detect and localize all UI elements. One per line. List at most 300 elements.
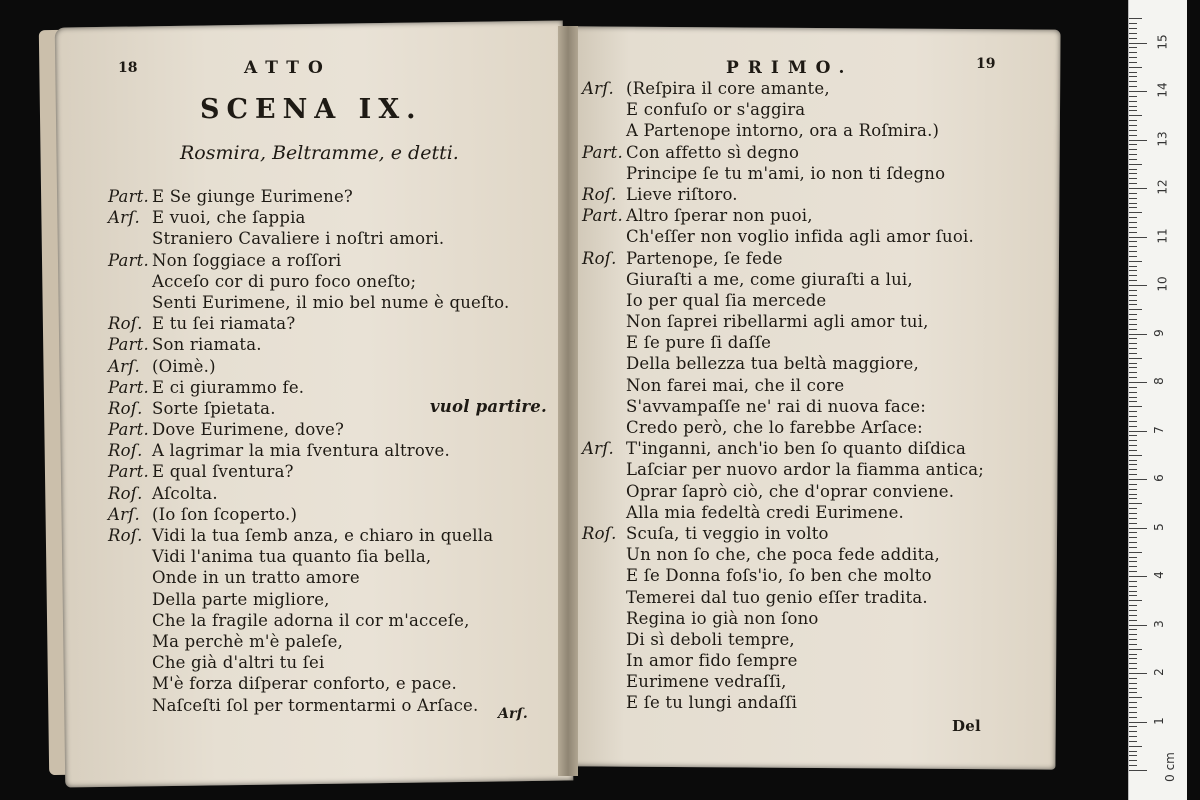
ruler-tick <box>1129 110 1137 111</box>
ruler-number: 5 <box>1151 522 1166 531</box>
ruler-tick <box>1129 169 1137 170</box>
ruler-tick <box>1129 421 1137 422</box>
ruler-number: 15 <box>1155 33 1170 50</box>
ruler-number: 1 <box>1151 716 1166 725</box>
ruler-tick <box>1129 547 1137 548</box>
speaker-label: Roſ. <box>582 184 617 204</box>
speaker-label: Part. <box>108 420 149 440</box>
ruler-tick <box>1129 57 1137 58</box>
ruler-tick <box>1129 358 1142 359</box>
ruler-tick <box>1129 431 1147 432</box>
ruler-tick <box>1129 751 1137 752</box>
ruler-tick <box>1129 658 1137 659</box>
ruler-tick <box>1129 149 1137 150</box>
line-text: Non farei mai, che il core <box>626 375 845 395</box>
ruler-tick <box>1129 484 1137 485</box>
line-text: Regina io già non ſono <box>626 608 819 628</box>
ruler-tick <box>1129 72 1137 73</box>
ruler-tick <box>1129 600 1142 601</box>
line-text: Temerei dal tuo genio eſſer tradita. <box>626 587 928 607</box>
line-text: Acceſo cor di puro foco oneſto; <box>152 271 417 291</box>
ruler-tick <box>1129 697 1142 698</box>
ruler-tick <box>1129 38 1137 39</box>
line-text: Un non ſo che, che poca fede addita, <box>626 545 940 565</box>
ruler-tick <box>1129 81 1137 82</box>
ruler-tick <box>1129 644 1137 645</box>
line-text: Giuraſti a me, come giuraſti a lui, <box>626 269 913 289</box>
verse-line <box>108 504 509 525</box>
line-text: Di sì deboli tempre, <box>626 629 795 649</box>
ruler-tick <box>1129 760 1137 761</box>
line-text: Vidi la tua ſemb anza, e chiaro in quella <box>152 526 494 545</box>
line-text: In amor fido ſempre <box>626 651 798 671</box>
ruler-tick <box>1129 639 1137 640</box>
left-page-number: 18 <box>118 60 138 76</box>
ruler-tick <box>1129 115 1142 116</box>
verse-line <box>582 523 984 544</box>
ruler-tick <box>1129 566 1137 567</box>
ruler-tick <box>1129 615 1137 616</box>
ruler-tick <box>1129 178 1137 179</box>
line-text: Onde in un tratto amore <box>152 568 360 588</box>
verse-line <box>582 78 984 99</box>
line-text: (Oimè.) <box>152 356 216 376</box>
ruler-tick <box>1129 372 1137 373</box>
ruler-tick <box>1129 523 1137 524</box>
line-text: (Io ſon ſcoperto.) <box>152 504 298 524</box>
ruler-tick <box>1129 576 1147 577</box>
ruler-tick <box>1129 440 1137 441</box>
verse-line <box>582 332 984 353</box>
ruler-tick <box>1129 217 1137 218</box>
ruler-tick <box>1129 503 1142 504</box>
line-text: T'inganni, anch'io ben ſo quanto diſdica <box>626 439 966 459</box>
verse-line <box>582 99 984 120</box>
measuring-ruler <box>1128 0 1187 800</box>
line-text: Io per qual ſia mercede <box>626 290 827 310</box>
ruler-number: 8 <box>1151 377 1166 385</box>
ruler-tick <box>1129 173 1137 174</box>
ruler-tick <box>1129 47 1137 48</box>
ruler-tick <box>1129 479 1147 480</box>
line-text: Della bellezza tua beltà maggiore, <box>626 354 919 374</box>
ruler-tick <box>1129 91 1147 92</box>
ruler-tick <box>1129 620 1137 621</box>
ruler-tick <box>1129 688 1137 689</box>
line-text: Con affetto sì degno <box>626 142 800 162</box>
ruler-tick <box>1129 86 1137 87</box>
ruler-tick <box>1129 542 1137 543</box>
ruler-tick <box>1129 494 1137 495</box>
verse-line <box>582 353 984 374</box>
ruler-tick <box>1129 363 1137 364</box>
ruler-tick <box>1129 455 1142 456</box>
ruler-tick <box>1129 741 1137 742</box>
ruler-number: 14 <box>1155 82 1170 98</box>
ruler-tick <box>1129 106 1137 107</box>
speaker-label: Roſ. <box>108 526 143 545</box>
ruler-tick <box>1129 353 1137 354</box>
ruler-tick <box>1129 663 1137 664</box>
verse-line <box>108 377 509 398</box>
line-text: Ch'eſſer non voglio infida agli amor ſuoi. <box>626 227 974 247</box>
verse-line <box>582 438 984 459</box>
ruler-tick <box>1129 702 1137 703</box>
verse-line <box>582 692 984 713</box>
ruler-tick <box>1129 401 1137 402</box>
left-catchword: Arſ. <box>498 706 528 722</box>
speaker-label: Arſ. <box>108 208 140 228</box>
ruler-tick <box>1129 135 1137 136</box>
ruler-tick <box>1129 280 1137 281</box>
ruler-tick <box>1129 285 1147 286</box>
verse-line <box>582 375 984 396</box>
ruler-tick <box>1129 610 1137 611</box>
verse-line <box>582 290 984 311</box>
speaker-label: Part. <box>108 462 149 482</box>
verse-line <box>108 186 509 207</box>
ruler-tick <box>1129 673 1147 674</box>
ruler-number: 6 <box>1151 474 1166 482</box>
speaker-label: Arſ. <box>582 439 614 459</box>
ruler-tick <box>1129 67 1142 68</box>
line-text: Senti Eurimene, il mio bel nume è queſto. <box>152 292 510 312</box>
ruler-tick <box>1129 731 1137 732</box>
ruler-tick <box>1129 591 1137 592</box>
line-text: E Se giunge Eurimene? <box>152 187 353 206</box>
ruler-unit-label: 0 cm <box>1162 752 1177 782</box>
line-text: Non ſaprei ribellarmi agli amor tui, <box>626 312 929 332</box>
verse-line <box>108 589 509 610</box>
verse-line <box>582 608 984 629</box>
line-text: Scuſa, ti veggio in volto <box>626 523 829 543</box>
line-text: Credo però, che lo farebbe Arſace: <box>626 418 923 437</box>
verse-line <box>108 440 509 461</box>
verse-line <box>582 502 984 523</box>
ruler-number: 7 <box>1151 425 1166 434</box>
right-running-head: PRIMO. <box>726 58 854 78</box>
ruler-number: 4 <box>1151 571 1166 579</box>
line-text: Altro ſperar non puoi, <box>626 206 813 226</box>
ruler-tick <box>1129 532 1137 533</box>
ruler-tick <box>1129 498 1137 499</box>
ruler-tick <box>1129 76 1137 77</box>
ruler-tick <box>1129 489 1137 490</box>
ruler-tick <box>1129 513 1137 514</box>
line-text: E qual ſventura? <box>152 462 294 482</box>
line-text: E ci giurammo fe. <box>152 377 305 397</box>
line-text: E ſe pure ſi daſſe <box>626 333 772 353</box>
ruler-tick <box>1129 183 1137 184</box>
ruler-tick <box>1129 300 1137 301</box>
ruler-number: 11 <box>1155 227 1170 244</box>
speaker-label: Roſ. <box>108 398 143 418</box>
ruler-tick <box>1129 23 1137 24</box>
ruler-tick <box>1129 726 1137 727</box>
verse-line <box>108 483 509 504</box>
ruler-tick <box>1129 552 1142 553</box>
ruler-tick <box>1129 140 1147 141</box>
line-text: S'avvampaſſe ne' rai di nuova face: <box>626 396 927 416</box>
verse-line <box>108 292 509 313</box>
ruler-tick <box>1129 251 1137 252</box>
ruler-tick <box>1129 445 1137 446</box>
ruler-tick <box>1129 314 1137 315</box>
ruler-tick <box>1129 595 1137 596</box>
ruler-tick <box>1129 469 1137 470</box>
ruler-tick <box>1129 241 1137 242</box>
ruler-tick <box>1129 101 1137 102</box>
ruler-tick <box>1129 343 1137 344</box>
right-page-number: 19 <box>976 56 996 72</box>
ruler-tick <box>1129 266 1137 267</box>
ruler-number: 3 <box>1151 619 1166 628</box>
verse-line <box>108 207 509 228</box>
verse-line <box>108 525 509 546</box>
ruler-tick <box>1129 309 1142 310</box>
line-text: Principe ſe tu m'ami, io non ti ſdegno <box>626 163 946 183</box>
left-text-block <box>108 186 509 716</box>
ruler-tick <box>1129 411 1137 412</box>
speaker-label: Part. <box>108 377 149 397</box>
speaker-label: Part. <box>108 250 149 270</box>
ruler-tick <box>1129 450 1137 451</box>
line-text: Alla mia fedeltà credi Eurimene. <box>626 502 905 522</box>
ruler-number: 10 <box>1155 276 1170 292</box>
ruler-tick <box>1129 62 1137 63</box>
ruler-tick <box>1129 387 1137 388</box>
verse-line <box>108 313 509 334</box>
ruler-tick <box>1129 581 1137 582</box>
speaker-label: Roſ. <box>582 523 617 543</box>
verse-line <box>582 459 984 480</box>
verse-line <box>108 546 509 567</box>
ruler-tick <box>1129 270 1137 271</box>
verse-line <box>582 248 984 269</box>
verse-line <box>582 481 984 502</box>
line-text: Son riamata. <box>152 335 262 355</box>
ruler-tick <box>1129 290 1137 291</box>
ruler-tick <box>1129 571 1137 572</box>
line-text: Partenope, ſe fede <box>626 248 783 268</box>
ruler-tick <box>1129 382 1147 383</box>
verse-line <box>582 544 984 565</box>
ruler-tick <box>1129 707 1137 708</box>
line-text: Sorte ſpietata. <box>152 398 276 418</box>
verse-line <box>582 142 984 163</box>
ruler-number: 2 <box>1151 668 1166 676</box>
ruler-tick <box>1129 712 1137 713</box>
ruler-tick <box>1129 746 1142 747</box>
line-text: E confuſo or s'aggira <box>626 100 806 120</box>
verse-line <box>582 671 984 692</box>
verse-line <box>108 356 509 377</box>
line-text: Non ſoggiace a roſſori <box>152 250 342 270</box>
verse-line <box>582 650 984 671</box>
ruler-tick <box>1129 717 1137 718</box>
verse-line <box>108 228 509 249</box>
ruler-tick <box>1129 435 1137 436</box>
verse-line <box>582 120 984 141</box>
ruler-tick <box>1129 329 1137 330</box>
ruler-tick <box>1129 261 1142 262</box>
ruler-tick <box>1129 212 1142 213</box>
ruler-tick <box>1129 319 1137 320</box>
line-text: A lagrimar la mia ſventura altrove. <box>152 441 450 461</box>
ruler-tick <box>1129 770 1147 771</box>
ruler-tick <box>1129 324 1137 325</box>
verse-line <box>582 163 984 184</box>
ruler-tick <box>1129 338 1137 339</box>
line-text: E ſe Donna foſs'io, ſo ben che molto <box>626 566 932 586</box>
ruler-tick <box>1129 392 1137 393</box>
line-text: E vuoi, che ſappia <box>152 208 306 228</box>
verse-line <box>108 271 509 292</box>
ruler-tick <box>1129 625 1147 626</box>
ruler-tick <box>1129 203 1137 204</box>
ruler-tick <box>1129 227 1137 228</box>
verse-line <box>582 311 984 332</box>
ruler-tick <box>1129 52 1137 53</box>
ruler-tick <box>1129 528 1147 529</box>
verse-line <box>108 250 509 271</box>
ruler-tick <box>1129 561 1137 562</box>
verse-line <box>582 587 984 608</box>
line-text: Della parte migliore, <box>152 589 330 609</box>
ruler-tick <box>1129 164 1142 165</box>
right-text-block <box>582 78 984 714</box>
ruler-tick <box>1129 18 1142 19</box>
line-text: Straniero Cavaliere i noſtri amori. <box>152 229 445 249</box>
speaker-label: Part. <box>108 335 149 355</box>
ruler-tick <box>1129 683 1137 684</box>
speaker-label: Arſ. <box>108 504 140 524</box>
line-text: E ſe tu lungi andaſſi <box>626 693 798 713</box>
left-running-head: ATTO <box>244 58 332 78</box>
verse-line <box>108 673 509 694</box>
ruler-tick <box>1129 508 1137 509</box>
ruler-tick <box>1129 586 1137 587</box>
ruler-tick <box>1129 557 1137 558</box>
ruler-tick <box>1129 198 1137 199</box>
ruler-tick <box>1129 629 1137 630</box>
line-text: M'è forza diſperar conforto, e pace. <box>152 674 457 694</box>
ruler-tick <box>1129 246 1137 247</box>
verse-line <box>108 567 509 588</box>
line-text: E tu ſei riamata? <box>152 314 296 334</box>
ruler-number: 12 <box>1155 179 1170 195</box>
ruler-tick <box>1129 334 1147 335</box>
ruler-tick <box>1129 397 1137 398</box>
ruler-tick <box>1129 348 1137 349</box>
ruler-tick <box>1129 464 1137 465</box>
line-text: Laſciar per nuovo ardor la fiamma antica; <box>626 460 985 480</box>
ruler-tick <box>1129 668 1137 669</box>
ruler-tick <box>1129 605 1137 606</box>
line-text: Aſcolta. <box>152 483 218 503</box>
ruler-tick <box>1129 237 1147 238</box>
verse-line <box>582 565 984 586</box>
speaker-label: Arſ. <box>108 356 140 376</box>
ruler-tick <box>1129 426 1137 427</box>
speaker-label: Part. <box>108 187 149 206</box>
book-gutter <box>558 26 578 776</box>
ruler-number: 13 <box>1155 130 1170 147</box>
speaker-label: Roſ. <box>108 441 143 461</box>
verse-line <box>582 226 984 247</box>
ruler-tick <box>1129 692 1137 693</box>
ruler-tick <box>1129 474 1137 475</box>
ruler-number: 9 <box>1151 328 1166 337</box>
scene-title: SCENA IX. <box>200 94 423 125</box>
verse-line <box>108 334 509 355</box>
line-text: Vidi l'anima tua quanto ſia bella, <box>152 547 432 567</box>
ruler-tick <box>1129 736 1137 737</box>
verse-line <box>582 205 984 226</box>
ruler-tick <box>1129 654 1137 655</box>
ruler-tick <box>1129 537 1137 538</box>
ruler-tick <box>1129 207 1137 208</box>
ruler-tick <box>1129 43 1147 44</box>
ruler-tick <box>1129 649 1142 650</box>
ruler-tick <box>1129 159 1137 160</box>
speaker-label: Part. <box>582 206 623 226</box>
ruler-tick <box>1129 256 1137 257</box>
ruler-tick <box>1129 144 1137 145</box>
ruler-tick <box>1129 406 1142 407</box>
ruler-tick <box>1129 722 1147 723</box>
line-text: Ma perchè m'è paleſe, <box>152 631 344 651</box>
line-text: A Partenope intorno, ora a Roſmira.) <box>626 121 940 141</box>
ruler-tick <box>1129 96 1137 97</box>
verse-line <box>108 631 509 652</box>
ruler-tick <box>1129 678 1137 679</box>
line-text: Naſceſti ſol per tormentarmi o Arſace. <box>152 695 479 715</box>
verse-line <box>582 269 984 290</box>
ruler-tick <box>1129 275 1137 276</box>
ruler-tick <box>1129 125 1137 126</box>
verse-line <box>582 184 984 205</box>
ruler-tick <box>1129 460 1137 461</box>
speaker-label: Arſ. <box>582 79 614 98</box>
speaker-label: Roſ. <box>582 248 617 268</box>
verse-line <box>108 652 509 673</box>
line-text: Che la fragile adorna il cor m'acceſe, <box>152 610 470 630</box>
ruler-tick <box>1129 28 1137 29</box>
line-text: (Reſpira il core amante, <box>626 79 830 98</box>
ruler-tick <box>1129 755 1137 756</box>
speaker-label: Part. <box>582 142 623 162</box>
line-text: Lieve riſtoro. <box>626 184 738 204</box>
verse-line <box>108 695 509 716</box>
ruler-tick <box>1129 33 1137 34</box>
ruler-tick <box>1129 634 1137 635</box>
verse-line <box>108 461 509 482</box>
verse-line <box>582 417 984 438</box>
right-catchword: Del <box>952 717 981 735</box>
line-text: Dove Eurimene, dove? <box>152 420 345 440</box>
ruler-tick <box>1129 416 1137 417</box>
ruler-tick <box>1129 154 1137 155</box>
ruler-tick <box>1129 222 1137 223</box>
verse-line <box>108 610 509 631</box>
ruler-tick <box>1129 188 1147 189</box>
ruler-tick <box>1129 295 1137 296</box>
ruler-tick <box>1129 377 1137 378</box>
line-text: Eurimene vedraſſi, <box>626 672 787 692</box>
line-text: Oprar ſaprò ciò, che d'oprar conviene. <box>626 481 955 501</box>
ruler-tick <box>1129 193 1137 194</box>
